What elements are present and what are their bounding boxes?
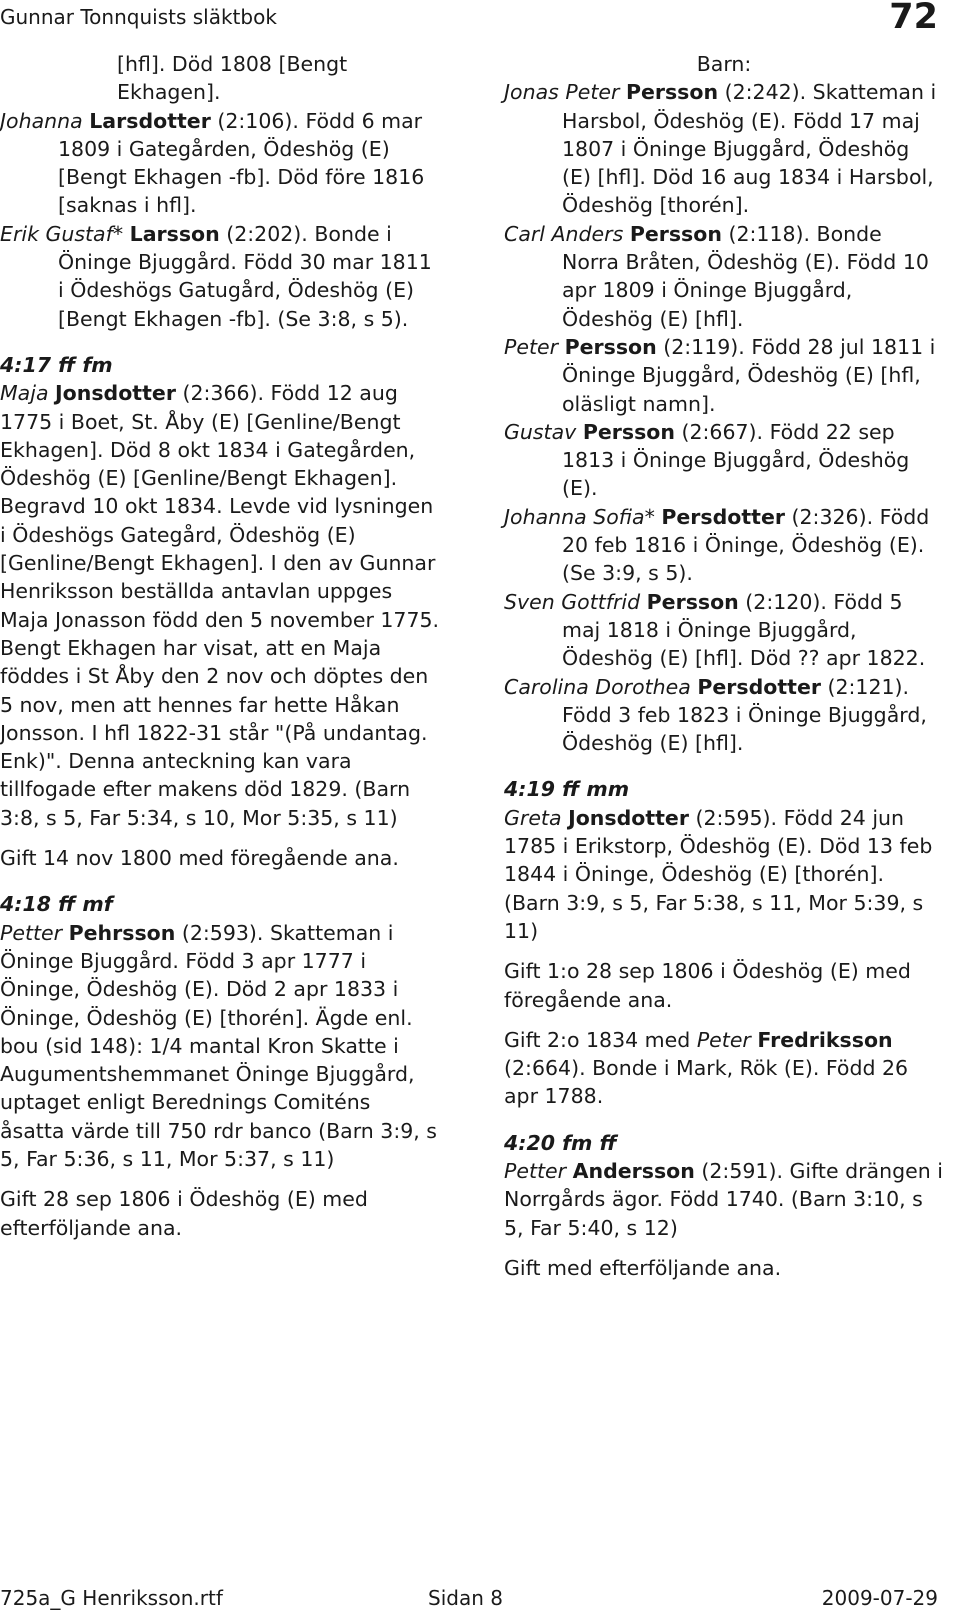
child-entry — [504, 588, 944, 673]
surname: Larsson — [129, 221, 220, 246]
given-name: Gustav — [504, 419, 577, 444]
given-name: Jonas Peter — [504, 80, 620, 105]
continued-text: [hfl]. Död 1808 [Bengt Ekhagen]. — [117, 52, 348, 105]
header-title: Gunnar Tonnquists släktbok — [0, 5, 277, 29]
child-entry — [504, 418, 944, 503]
entry-text: (2:595). Född 24 jun 1785 i Erikstorp, Ödeshög (E). Död 13 feb 1844 i Öninge, Ödeshög (E) [thorén]. (Barn 3:9, s 5, Far 5:38, s 11, Mor 5:39, s 11) — [504, 805, 933, 943]
section-heading-4-18: 4:18 ff mf — [0, 892, 113, 917]
child-entry — [504, 333, 944, 418]
entry-text: (2:106). Född 6 mar 1809 i Gategården, Ödeshög (E) [Bengt Ekhagen -fb]. Död före 1816 [saknas i hfl]. — [58, 108, 425, 218]
surname: Persson — [646, 589, 739, 614]
entry-text: (2:591). Gifte drängen i Norrgårds ägor. Född 1740. (Barn 3:10, s 5, Far 5:40, s 12) — [504, 1158, 943, 1240]
given-name: Greta — [504, 805, 562, 830]
given-name: Petter — [0, 920, 63, 945]
given-name: Peter — [696, 1027, 751, 1052]
given-name: Johanna Sofia* — [504, 504, 655, 529]
entry-text: (2:326). Född 20 feb 1816 i Öninge, Ödeshög (E). (Se 3:9, s 5). — [562, 504, 930, 586]
surname: Persson — [564, 334, 657, 359]
entry-text: (2:366). Född 12 aug 1775 i Boet, St. Åby (E) [Genline/Bengt Ekhagen]. Död 8 okt 1834 i Gategården, Ödeshög (E) [Genline/Bengt Ekhagen]. Begravd 10 okt 1834. Levde vid lysningen i Ödeshögs Gategård, Ödeshög (E) [Genline/Bengt Ekhagen]. I den av Gunnar Henriksson beställda antavlan uppges Maja Jonasson född den 5 november 1775. Bengt Ekhagen har visat, att en Maja föddes i St Åby den 2 nov och döptes den 5 nov, men att hennes far hette Håkan Jonsson. I hfl 1822-31 står "(På undantag. Enk)". Denna anteckning kan vara tillfogade efter makens död 1829. (Barn 3:8, s 5, Far 5:34, s 10, Mor 5:35, s 11) — [0, 381, 440, 830]
child-entry-erik — [0, 220, 440, 333]
person-entry-petter — [0, 919, 440, 1174]
right-column — [504, 50, 944, 1282]
footer-date: 2009-07-29 — [821, 1586, 938, 1610]
given-name: Carl Anders — [504, 221, 624, 246]
child-entry — [504, 78, 944, 219]
given-name: Johanna — [0, 108, 83, 133]
surname: Jonsdotter — [55, 381, 176, 406]
entry-text: (2:667). Född 22 sep 1813 i Öninge Bjuggård, Ödeshög (E). — [562, 419, 910, 501]
marriage-note-2 — [504, 1026, 944, 1111]
surname: Persson — [582, 419, 675, 444]
surname: Persdotter — [697, 674, 821, 699]
children-label: Barn: — [696, 52, 752, 76]
marriage-note-1: Gift 1:o 28 sep 1806 i Ödeshög (E) med föregående ana. — [504, 959, 911, 1012]
given-name: Carolina Dorothea — [504, 674, 691, 699]
section-heading-4-17: 4:17 ff fm — [0, 352, 113, 377]
marriage-note: Gift 28 sep 1806 i Ödeshög (E) med efterföljande ana. — [0, 1187, 368, 1240]
given-name: Sven Gottfrid — [504, 589, 641, 614]
child-entry — [504, 220, 944, 333]
given-name: Peter — [504, 334, 559, 359]
entry-text: (2:664). Bonde i Mark, Rök (E). Född 26 apr 1788. — [504, 1056, 909, 1109]
entry-text: (2:120). Född 5 maj 1818 i Öninge Bjuggård, Ödeshög (E) [hfl]. Död ?? apr 1822. — [562, 589, 926, 671]
surname: Persdotter — [661, 504, 785, 529]
surname: Jonsdotter — [568, 805, 689, 830]
given-name: Petter — [504, 1158, 567, 1183]
person-entry-maja — [0, 379, 440, 832]
marriage-note: Gift med efterföljande ana. — [504, 1255, 782, 1280]
entry-text: (2:121). Född 3 feb 1823 i Öninge Bjuggård, Ödeshög (E) [hfl]. — [562, 674, 927, 756]
marriage-note: Gift 14 nov 1800 med föregående ana. — [0, 846, 399, 871]
page-number: 72 — [889, 0, 938, 37]
given-name: Maja — [0, 381, 49, 406]
surname: Pehrsson — [68, 920, 176, 945]
entry-text: (2:119). Född 28 jul 1811 i Öninge Bjuggård, Ödeshög (E) [hfl, oläsligt namn]. — [562, 334, 936, 416]
marriage-prefix: Gift 2:o 1834 med — [504, 1027, 697, 1052]
left-column — [0, 50, 440, 1242]
surname: Persson — [625, 80, 719, 105]
entry-text: (2:242). Skatteman i Harsbol, Ödeshög (E). Född 17 maj 1807 i Öninge Bjuggård, Ödeshög (E) [hfl]. Död 16 aug 1834 i Harsbol, Ödeshög [thorén]. — [562, 80, 937, 218]
surname: Fredriksson — [757, 1027, 893, 1052]
children-list — [504, 78, 944, 757]
surname: Persson — [629, 221, 722, 246]
section-heading-4-20: 4:20 fm ff — [504, 1130, 617, 1155]
section-heading-4-19: 4:19 ff mm — [504, 777, 630, 802]
person-entry-greta — [504, 804, 944, 945]
footer-page: Sidan 8 — [428, 1586, 503, 1610]
footer-filename: 725a_G Henriksson.rtf — [0, 1586, 223, 1610]
entry-text: (2:118). Bonde Norra Bråten, Ödeshög (E). Född 10 apr 1809 i Öninge Bjuggård, Ödeshög (E) [hfl]. — [562, 221, 929, 331]
given-name: Erik Gustaf* — [0, 221, 124, 246]
entry-text: (2:593). Skatteman i Öninge Bjuggård. Född 3 apr 1777 i Öninge, Ödeshög (E). Död 2 apr 1833 i Öninge, Ödeshög (E) [thorén]. Ägde enl. bou (sid 148): 1/4 mantal Kron Skatte i Augumentshemmanet Öninge Bjuggård, uptaget enligt Berednings Comiténs åsatta värde till 750 rdr banco (Barn 3:9, s 5, Far 5:36, s 11, Mor 5:37, s 11) — [0, 920, 437, 1171]
surname: Larsdotter — [89, 108, 211, 133]
person-entry-petter-andersson — [504, 1157, 944, 1242]
surname: Andersson — [572, 1158, 695, 1183]
entry-text: (2:202). Bonde i Öninge Bjuggård. Född 30 mar 1811 i Ödeshögs Gatugård, Ödeshög (E) [Bengt Ekhagen -fb]. (Se 3:8, s 5). — [58, 221, 432, 331]
child-entry — [504, 673, 944, 758]
child-entry-johanna — [0, 107, 440, 220]
child-entry — [504, 503, 944, 588]
